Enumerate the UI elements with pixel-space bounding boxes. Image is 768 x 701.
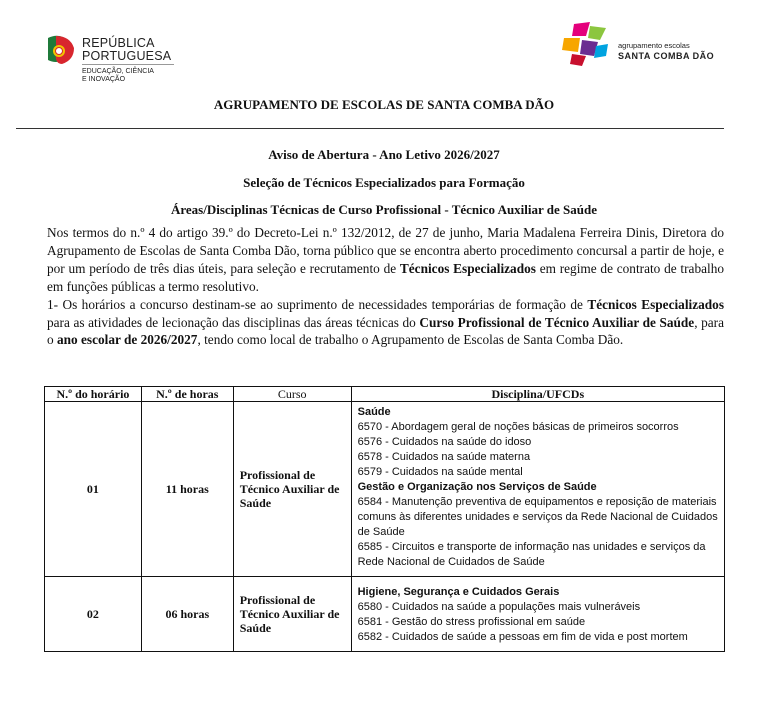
school-title: AGRUPAMENTO DE ESCOLAS DE SANTA COMBA DÃO bbox=[213, 97, 555, 112]
agrupamento-logo-icon bbox=[560, 20, 610, 68]
header-horas: N.º de horas bbox=[141, 387, 233, 402]
agrupamento-wordmark bbox=[618, 41, 714, 61]
ufcd-item: 6581 - Gestão do stress profissional em saúde bbox=[357, 616, 586, 628]
paragraph-1: Nos termos do n.º 4 do artigo 39.º do Decreto-Lei n.º 132/2012, de 27 de junho, Maria Madalena Ferreira Dinis, Diretora do Agrupamento de Escolas de Santa Comba Dão, torna público que se encontra aberto procedimento concursal a partir de hoje, e por um período de três dias úteis, para seleção e recrutamento de Técnicos Especializados em regime de contrato de trabalho em funções públicas a termo resolutivo. bbox=[47, 225, 724, 294]
header-horario: N.º do horário bbox=[45, 387, 142, 402]
notice-areas: Áreas/Disciplinas Técnicas de Curso Profissional - Técnico Auxiliar de Saúde bbox=[170, 202, 598, 217]
table-header-row bbox=[45, 387, 725, 402]
cell-horas: 06 horas bbox=[141, 577, 233, 652]
ufcd-item: 6582 - Cuidados de saúde a pessoas em fim de vida e post mortem bbox=[357, 631, 688, 643]
header-rule bbox=[16, 128, 724, 129]
notice-subtitle: Seleção de Técnicos Especializados para Formação bbox=[243, 175, 525, 190]
cell-curso: Profissional de Técnico Auxiliar de Saúde bbox=[233, 577, 351, 652]
header-curso: Curso bbox=[233, 387, 351, 402]
ag-line-2: SANTA COMBA DÃO bbox=[618, 51, 715, 61]
paragraph-2: 1- Os horários a concurso destinam-se ao suprimento de necessidades temporárias de formação de Técnicos Especializados para as atividades de lecionação das disciplinas das áreas técnicas do Curso Profissional de Técnico Auxiliar de Saúde, para o ano escolar de 2026/2027, tendo como local de trabalho o Agrupamento de Escolas de Santa Comba Dão. bbox=[47, 296, 724, 348]
cell-horario: 01 bbox=[45, 402, 142, 577]
cell-disciplinas bbox=[351, 577, 724, 652]
ag-line-1: agrupamento escolas bbox=[618, 41, 690, 50]
schedule-table bbox=[44, 386, 725, 652]
notice-body bbox=[47, 224, 724, 349]
discipline-area-heading: Saúde bbox=[357, 406, 391, 418]
table-row bbox=[45, 402, 725, 577]
cell-horas: 11 horas bbox=[141, 402, 233, 577]
rp-divider bbox=[82, 64, 174, 65]
ministry-line-1: EDUCAÇÃO, CIÊNCIA bbox=[82, 68, 154, 75]
notice-title: Aviso de Abertura - Ano Letivo 2026/2027 bbox=[268, 147, 500, 162]
table-row bbox=[45, 577, 725, 652]
discipline-area-heading: Gestão e Organização nos Serviços de Saúde bbox=[357, 481, 597, 493]
header-disciplina: Disciplina/UFCDs bbox=[351, 387, 724, 402]
document-header bbox=[0, 0, 768, 95]
cell-curso: Profissional de Técnico Auxiliar de Saúde bbox=[233, 402, 351, 577]
republica-portuguesa-wordmark bbox=[82, 37, 171, 63]
republica-portuguesa-emblem-icon bbox=[44, 34, 76, 66]
ufcd-item: 6579 - Cuidados na saúde mental bbox=[357, 466, 523, 478]
rp-line-2: PORTUGUESA bbox=[82, 49, 172, 63]
ufcd-item: 6584 - Manutenção preventiva de equipamentos e reposição de materiais comuns às diferentes unidades e serviços da Rede Nacional de Cuidados de Saúde bbox=[357, 496, 718, 538]
cell-disciplinas bbox=[351, 402, 724, 577]
ufcd-item: 6570 - Abordagem geral de noções básicas de primeiros socorros bbox=[357, 421, 679, 433]
ministry-line-2: E INOVAÇÃO bbox=[82, 76, 126, 83]
ufcd-item: 6576 - Cuidados na saúde do idoso bbox=[357, 436, 532, 448]
ufcd-item: 6585 - Circuitos e transporte de informação nas unidades e serviços da Rede Nacional de Cuidados de Saúde bbox=[357, 541, 706, 568]
ufcd-item: 6578 - Cuidados na saúde materna bbox=[357, 451, 531, 463]
discipline-area-heading: Higiene, Segurança e Cuidados Gerais bbox=[357, 586, 560, 598]
cell-horario: 02 bbox=[45, 577, 142, 652]
ufcd-item: 6580 - Cuidados na saúde a populações mais vulneráveis bbox=[357, 601, 641, 613]
rp-line-1: REPÚBLICA bbox=[82, 36, 155, 50]
ministry-name bbox=[82, 68, 154, 84]
